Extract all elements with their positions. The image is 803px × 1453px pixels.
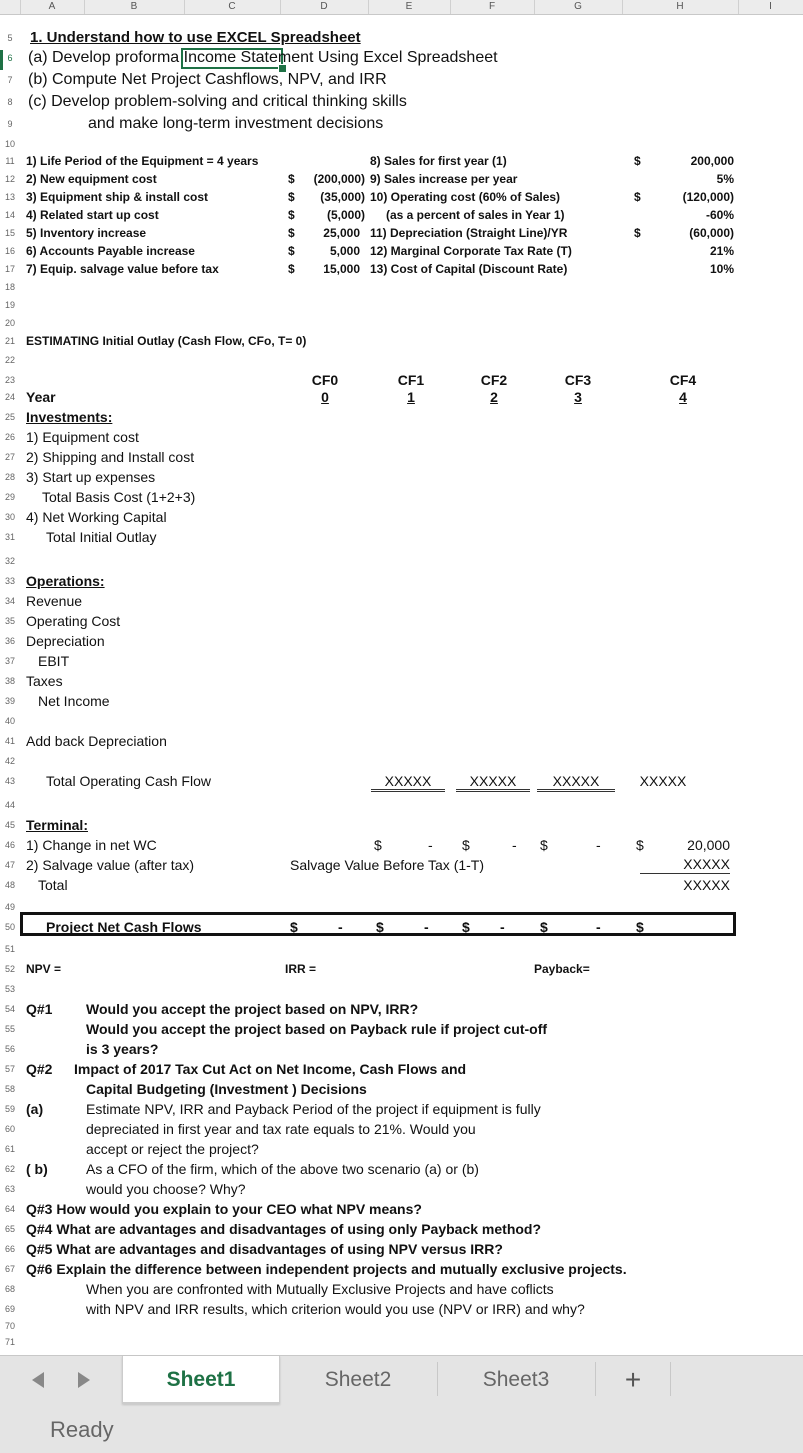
header-cf3[interactable]: CF3 xyxy=(564,372,592,388)
active-row-indicator xyxy=(0,50,3,70)
row-number[interactable]: 38 xyxy=(4,676,15,686)
scenario-b-line2[interactable]: would you choose? Why? xyxy=(86,1181,246,1197)
column-header-d[interactable]: D xyxy=(280,0,369,14)
value-cost-of-capital[interactable]: 10% xyxy=(709,262,734,276)
param-payable[interactable]: 6) Accounts Payable increase xyxy=(26,244,195,258)
year-0[interactable]: 0 xyxy=(321,389,329,405)
row-number[interactable]: 71 xyxy=(4,1337,15,1347)
header-cf2[interactable]: CF2 xyxy=(480,372,508,388)
row-number[interactable]: 5 xyxy=(7,33,13,43)
row-number[interactable]: 41 xyxy=(4,736,15,746)
row-number[interactable]: 7 xyxy=(7,75,13,85)
investments-heading[interactable]: Investments: xyxy=(26,409,113,425)
row-number[interactable]: 46 xyxy=(4,840,15,850)
objective-c-line2[interactable]: and make long-term investment decisions xyxy=(88,115,384,132)
ncf-cf2[interactable]: - xyxy=(500,919,505,935)
status-bar xyxy=(0,1407,803,1453)
param-operating-cost[interactable]: 10) Operating cost (60% of Sales) xyxy=(370,190,561,204)
dollar-sign: $ xyxy=(288,244,295,258)
year-1[interactable]: 1 xyxy=(407,389,415,405)
param-ship[interactable]: 3) Equipment ship & install cost xyxy=(26,190,209,204)
row-number[interactable]: 64 xyxy=(4,1204,15,1214)
dollar-sign: $ xyxy=(540,837,548,853)
q1-line2[interactable]: Would you accept the project based on Payback rule if project cut-off xyxy=(86,1021,548,1037)
param-sales[interactable]: 8) Sales for first year (1) xyxy=(370,154,507,168)
terminal-heading[interactable]: Terminal: xyxy=(26,817,88,833)
row-number[interactable]: 50 xyxy=(4,922,15,932)
payback-label[interactable]: Payback= xyxy=(534,962,590,976)
q2-label[interactable]: Q#2 xyxy=(26,1061,53,1077)
dollar-sign: $ xyxy=(636,837,644,853)
dollar-sign: $ xyxy=(288,226,295,240)
scenario-b-label[interactable]: ( b) xyxy=(26,1161,48,1177)
op-total-ocf[interactable]: Total Operating Cash Flow xyxy=(46,773,211,789)
terminal-total-cf4[interactable]: XXXXX xyxy=(683,877,730,893)
sheet-tab-bar xyxy=(0,1355,803,1408)
q6-line2[interactable]: with NPV and IRR results, which criterion would you use (NPV or IRR) and why? xyxy=(86,1301,585,1317)
scroll-left-icon[interactable] xyxy=(32,1372,44,1388)
dollar-sign: $ xyxy=(540,919,548,935)
row-number[interactable]: 14 xyxy=(4,210,15,220)
column-header-bar xyxy=(0,0,803,15)
op-add-back[interactable]: Add back Depreciation xyxy=(26,733,167,749)
row-number[interactable]: 34 xyxy=(4,596,15,606)
param-salvage[interactable]: 7) Equip. salvage value before tax xyxy=(26,262,219,276)
dollar-sign: $ xyxy=(462,837,470,853)
param-equipment[interactable]: 2) New equipment cost xyxy=(26,172,157,186)
dollar-sign: $ xyxy=(288,262,295,276)
ocf-cf1[interactable]: XXXXX xyxy=(371,773,445,792)
header-cf0[interactable]: CF0 xyxy=(311,372,339,388)
row-number[interactable]: 13 xyxy=(4,192,15,202)
column-header-c[interactable]: C xyxy=(184,0,281,14)
term-change-wc[interactable]: 1) Change in net WC xyxy=(26,837,157,853)
param-inventory[interactable]: 5) Inventory increase xyxy=(26,226,147,240)
objective-b[interactable]: (b) Compute Net Project Cashflows, NPV, and IRR xyxy=(28,71,387,88)
ncf-cf0[interactable]: - xyxy=(338,919,343,935)
select-all-corner[interactable] xyxy=(0,0,21,14)
year-2[interactable]: 2 xyxy=(490,389,498,405)
year-4[interactable]: 4 xyxy=(679,389,687,405)
dollar-sign: $ xyxy=(288,208,295,222)
objective-a[interactable]: (a) Develop proforma Income Statement Using Excel Spreadsheet xyxy=(28,49,498,66)
row-number[interactable]: 58 xyxy=(4,1084,15,1094)
row-number[interactable]: 35 xyxy=(4,616,15,626)
op-ebit[interactable]: EBIT xyxy=(38,653,70,669)
row-number[interactable]: 24 xyxy=(4,392,15,402)
q6[interactable]: Q#6 Explain the difference between independent projects and mutually exclusive projects. xyxy=(26,1261,627,1277)
scenario-a-label[interactable]: (a) xyxy=(26,1101,44,1117)
scenario-a-line3[interactable]: accept or reject the project? xyxy=(86,1141,259,1157)
tab-sheet1[interactable]: Sheet1 xyxy=(122,1356,280,1404)
dollar-sign: $ xyxy=(462,919,470,935)
inv-total-outlay[interactable]: Total Initial Outlay xyxy=(46,529,157,545)
column-header-g[interactable]: G xyxy=(534,0,623,14)
row-number[interactable]: 61 xyxy=(4,1144,15,1154)
row-number[interactable]: 57 xyxy=(4,1064,15,1074)
row-number[interactable]: 62 xyxy=(4,1164,15,1174)
row-number[interactable]: 60 xyxy=(4,1124,15,1134)
op-operating-cost[interactable]: Operating Cost xyxy=(26,613,121,629)
row-number[interactable]: 23 xyxy=(4,375,15,385)
row-number[interactable]: 16 xyxy=(4,246,15,256)
value-salvage[interactable]: 15,000 xyxy=(323,262,360,276)
q2-line1[interactable]: Impact of 2017 Tax Cut Act on Net Income, Cash Flows and xyxy=(74,1061,467,1077)
npv-label[interactable]: NPV = xyxy=(26,962,62,976)
q2-line2[interactable]: Capital Budgeting (Investment ) Decisions xyxy=(86,1081,367,1097)
row-number[interactable]: 70 xyxy=(4,1321,15,1331)
row-number[interactable]: 15 xyxy=(4,228,15,238)
row-number[interactable]: 17 xyxy=(4,264,15,274)
column-header-a[interactable]: A xyxy=(20,0,85,14)
op-taxes[interactable]: Taxes xyxy=(26,673,63,689)
row-number[interactable]: 32 xyxy=(4,556,15,566)
q5[interactable]: Q#5 What are advantages and disadvantages of using NPV versus IRR? xyxy=(26,1241,503,1257)
wc-cf4[interactable]: 20,000 xyxy=(687,837,730,853)
row-number[interactable]: 66 xyxy=(4,1244,15,1254)
row-number[interactable]: 49 xyxy=(4,902,15,912)
op-net-income[interactable]: Net Income xyxy=(38,693,110,709)
row-number[interactable]: 52 xyxy=(4,964,15,974)
row-number[interactable]: 9 xyxy=(7,119,13,129)
row-number[interactable]: 47 xyxy=(4,860,15,870)
tab-separator xyxy=(670,1362,671,1396)
row-number[interactable]: 42 xyxy=(4,756,15,766)
q1-label[interactable]: Q#1 xyxy=(26,1001,53,1017)
row-number[interactable]: 44 xyxy=(4,800,15,810)
row-number[interactable]: 43 xyxy=(4,776,15,786)
value-ship-cost[interactable]: (35,000) xyxy=(320,190,365,204)
q1-line3[interactable]: is 3 years? xyxy=(86,1041,159,1057)
value-sales-increase[interactable]: 5% xyxy=(716,172,734,186)
dollar-sign: $ xyxy=(290,919,298,935)
net-cash-flows-label[interactable]: Project Net Cash Flows xyxy=(46,919,202,935)
dollar-sign: $ xyxy=(634,190,641,204)
q1-line1[interactable]: Would you accept the project based on NPV, IRR? xyxy=(86,1001,419,1017)
op-revenue[interactable]: Revenue xyxy=(26,593,83,609)
year-3[interactable]: 3 xyxy=(574,389,582,405)
column-header-e[interactable]: E xyxy=(368,0,451,14)
ncf-cf3[interactable]: - xyxy=(596,919,601,935)
dollar-sign: $ xyxy=(636,919,644,935)
inv-equipment[interactable]: 1) Equipment cost xyxy=(26,429,139,445)
row-number[interactable]: 22 xyxy=(4,355,15,365)
row-number[interactable]: 25 xyxy=(4,412,15,422)
row-number[interactable]: 54 xyxy=(4,1004,15,1014)
wc-cf3[interactable]: - xyxy=(596,837,601,853)
row-number[interactable]: 27 xyxy=(4,452,15,462)
q3[interactable]: Q#3 How would you explain to your CEO what NPV means? xyxy=(26,1201,422,1217)
heading-understand-excel[interactable]: 1. Understand how to use EXCEL Spreadsheet xyxy=(30,29,361,46)
row-number[interactable]: 53 xyxy=(4,984,15,994)
term-total[interactable]: Total xyxy=(38,877,68,893)
row-number[interactable]: 65 xyxy=(4,1224,15,1234)
param-tax-rate[interactable]: 12) Marginal Corporate Tax Rate (T) xyxy=(370,244,572,258)
value-sales[interactable]: 200,000 xyxy=(690,154,734,168)
dollar-sign: $ xyxy=(376,919,384,935)
row-number[interactable]: 55 xyxy=(4,1024,15,1034)
scroll-right-icon[interactable] xyxy=(78,1372,90,1388)
row-number[interactable]: 51 xyxy=(4,944,15,954)
value-inventory[interactable]: 25,000 xyxy=(323,226,360,240)
row-number[interactable]: 37 xyxy=(4,656,15,666)
objective-c[interactable]: (c) Develop problem-solving and critical thinking skills xyxy=(28,93,407,110)
value-equipment-cost[interactable]: (200,000) xyxy=(313,172,365,186)
q6-line1[interactable]: When you are confronted with Mutually Exclusive Projects and have coflicts xyxy=(86,1281,554,1297)
row-number[interactable]: 18 xyxy=(4,282,15,292)
scenario-a-line1[interactable]: Estimate NPV, IRR and Payback Period of the project if equipment is fully xyxy=(86,1101,541,1117)
column-header-h[interactable]: H xyxy=(622,0,739,14)
row-number[interactable]: 63 xyxy=(4,1184,15,1194)
row-number[interactable]: 21 xyxy=(4,336,15,346)
irr-label[interactable]: IRR = xyxy=(285,962,317,976)
row-number[interactable]: 12 xyxy=(4,174,15,184)
row-number[interactable]: 48 xyxy=(4,880,15,890)
add-sheet-button[interactable]: + xyxy=(624,1364,642,1395)
status-text: Ready xyxy=(50,1417,114,1442)
inv-startup[interactable]: 3) Start up expenses xyxy=(26,469,156,485)
param-life[interactable]: 1) Life Period of the Equipment = 4 years xyxy=(26,154,259,168)
param-depreciation[interactable]: 11) Depreciation (Straight Line)/YR xyxy=(370,226,568,240)
inv-shipping[interactable]: 2) Shipping and Install cost xyxy=(26,449,195,465)
column-header-f[interactable]: F xyxy=(450,0,535,14)
dollar-sign: $ xyxy=(634,154,641,168)
value-depreciation[interactable]: (60,000) xyxy=(689,226,734,240)
row-number[interactable]: 67 xyxy=(4,1264,15,1274)
row-number[interactable]: 30 xyxy=(4,512,15,522)
wc-cf2[interactable]: - xyxy=(512,837,517,853)
row-number[interactable]: 56 xyxy=(4,1044,15,1054)
ncf-cf1[interactable]: - xyxy=(424,919,429,935)
term-salvage[interactable]: 2) Salvage value (after tax) xyxy=(26,857,195,873)
ocf-cf2[interactable]: XXXXX xyxy=(456,773,530,792)
scenario-b-line1[interactable]: As a CFO of the firm, which of the above two scenario (a) or (b) xyxy=(86,1161,479,1177)
value-startup-cost[interactable]: (5,000) xyxy=(326,208,365,222)
q4[interactable]: Q#4 What are advantages and disadvantages of using only Payback method? xyxy=(26,1221,542,1237)
value-operating-pct[interactable]: -60% xyxy=(705,208,734,222)
scenario-a-line2[interactable]: depreciated in first year and tax rate equals to 21%. Would you xyxy=(86,1121,476,1137)
operations-heading[interactable]: Operations: xyxy=(26,573,105,589)
row-number[interactable]: 28 xyxy=(4,472,15,482)
header-cf4[interactable]: CF4 xyxy=(669,372,697,388)
value-operating-cost[interactable]: (120,000) xyxy=(682,190,734,204)
dollar-sign: $ xyxy=(288,190,295,204)
row-number[interactable]: 31 xyxy=(4,532,15,542)
year-label[interactable]: Year xyxy=(26,389,56,405)
ocf-cf4[interactable]: XXXXX xyxy=(639,773,687,789)
ocf-cf3[interactable]: XXXXX xyxy=(537,773,615,792)
header-cf1[interactable]: CF1 xyxy=(397,372,425,388)
row-number[interactable]: 36 xyxy=(4,636,15,646)
row-number[interactable]: 11 xyxy=(5,156,15,166)
row-number[interactable]: 8 xyxy=(7,97,13,107)
param-operating-note[interactable]: (as a percent of sales in Year 1) xyxy=(386,208,565,222)
row-number[interactable]: 26 xyxy=(4,432,15,442)
inv-nwc[interactable]: 4) Net Working Capital xyxy=(26,509,167,525)
dollar-sign: $ xyxy=(634,226,641,240)
column-header-i[interactable]: I xyxy=(769,1,772,12)
row-number[interactable]: 20 xyxy=(4,318,15,328)
row-number[interactable]: 39 xyxy=(4,696,15,706)
param-startup[interactable]: 4) Related start up cost xyxy=(26,208,159,222)
row-number[interactable]: 45 xyxy=(4,820,15,830)
salvage-formula-label[interactable]: Salvage Value Before Tax (1-T) xyxy=(290,857,485,873)
dollar-sign: $ xyxy=(288,172,295,186)
row-number[interactable]: 59 xyxy=(4,1104,15,1114)
tab-sheet2[interactable]: Sheet2 xyxy=(324,1368,392,1391)
row-number[interactable]: 10 xyxy=(4,139,15,149)
row-number[interactable]: 29 xyxy=(4,492,15,502)
row-number[interactable]: 6 xyxy=(7,53,13,63)
row-number[interactable]: 40 xyxy=(4,716,15,726)
param-sales-increase[interactable]: 9) Sales increase per year xyxy=(370,172,518,186)
row-number[interactable]: 19 xyxy=(4,300,15,310)
salvage-cf4[interactable]: XXXXX xyxy=(640,855,730,874)
inv-total-basis[interactable]: Total Basis Cost (1+2+3) xyxy=(42,489,196,505)
op-depreciation[interactable]: Depreciation xyxy=(26,633,105,649)
param-cost-of-capital[interactable]: 13) Cost of Capital (Discount Rate) xyxy=(370,262,568,276)
dollar-sign: $ xyxy=(374,837,382,853)
value-payable[interactable]: 5,000 xyxy=(329,244,360,258)
value-tax-rate[interactable]: 21% xyxy=(709,244,734,258)
tab-sheet3[interactable]: Sheet3 xyxy=(482,1368,550,1391)
row-number[interactable]: 33 xyxy=(4,576,15,586)
row-number[interactable]: 69 xyxy=(4,1304,15,1314)
row-number[interactable]: 68 xyxy=(4,1284,15,1294)
column-header-b[interactable]: B xyxy=(84,0,185,14)
wc-cf1[interactable]: - xyxy=(428,837,433,853)
estimating-title[interactable]: ESTIMATING Initial Outlay (Cash Flow, CFo, T= 0) xyxy=(26,334,307,348)
